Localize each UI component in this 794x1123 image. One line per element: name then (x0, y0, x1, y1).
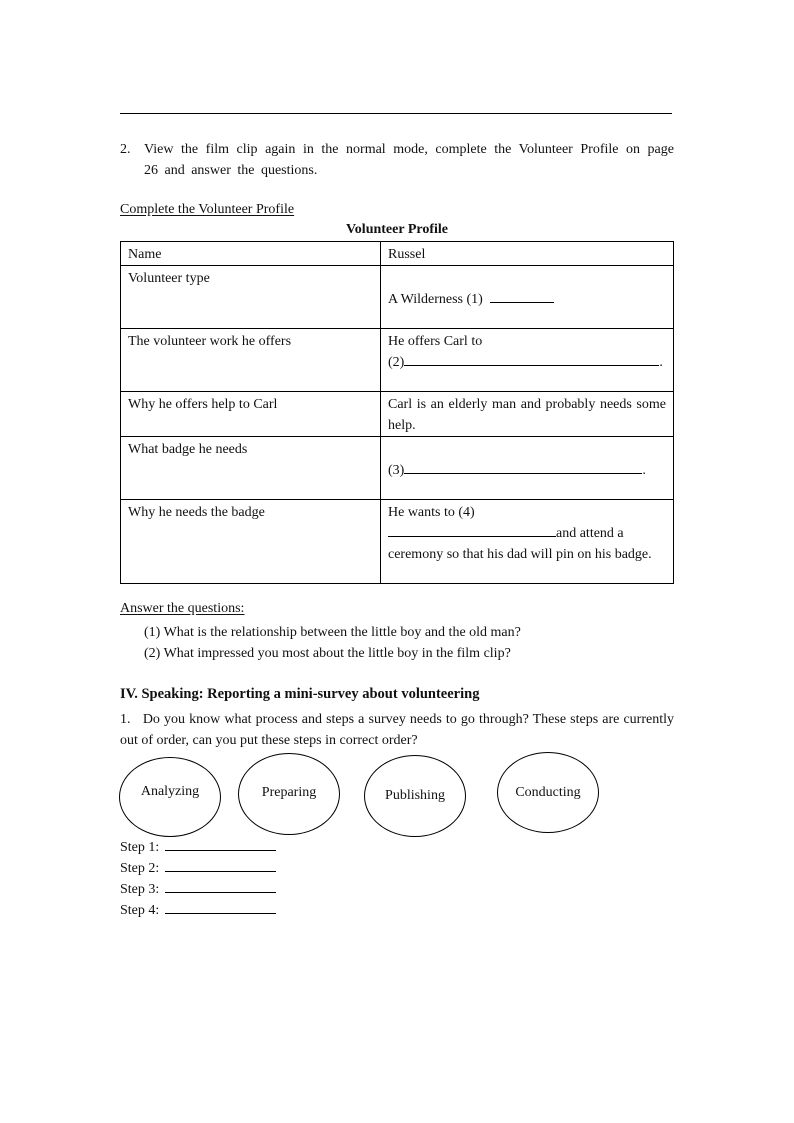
row-value-cell: (3) . (381, 437, 674, 500)
table-row (121, 242, 674, 266)
row-value: He wants to (4) (388, 505, 475, 520)
step-label: Step 2: (120, 861, 160, 876)
list-item: (1) What is the relationship between the little boy and the old man? (144, 625, 521, 640)
row-label: What badge he needs (121, 437, 381, 500)
answer-blank-1[interactable] (490, 289, 554, 303)
step-label: Step 4: (120, 903, 160, 918)
row-label: Volunteer type (121, 266, 381, 329)
section-4-heading: IV. Speaking: Reporting a mini-survey about volunteering (120, 686, 480, 702)
row-label: Why he offers help to Carl (121, 392, 381, 437)
step-blank[interactable] (165, 858, 276, 872)
option-oval-analyzing[interactable] (119, 757, 221, 837)
step-blank[interactable] (165, 879, 276, 893)
answer-blank-2[interactable] (404, 352, 659, 366)
list-item: (2) What impressed you most about the little boy in the film clip? (144, 646, 511, 661)
profile-table-title: Volunteer Profile (345, 222, 448, 237)
option-label: Publishing (385, 788, 445, 803)
step-label: Step 3: (120, 882, 160, 897)
row-label: The volunteer work he offers (121, 329, 381, 392)
steps-list (120, 837, 276, 921)
table-row (121, 266, 674, 329)
answer-blank-4[interactable] (388, 523, 556, 537)
step-row (120, 879, 276, 900)
volunteer-profile-table (120, 241, 674, 584)
table-row (121, 437, 674, 500)
question-2 (120, 139, 674, 181)
question-2-text: View the film clip again in the normal mode, complete the Volunteer Profile on page 26 and answer the questions. (144, 142, 674, 178)
row-value-cell (381, 500, 674, 584)
row-label: Why he needs the badge (121, 500, 381, 584)
row-value: A Wilderness (1) (388, 292, 483, 307)
answer-blank-3[interactable] (404, 460, 642, 474)
row-value-cell (381, 266, 674, 329)
row-value-cell: He offers Carl to (2) . (381, 329, 674, 392)
option-label: Preparing (261, 785, 317, 800)
option-oval-preparing[interactable] (238, 753, 340, 835)
row-value-prefix: (3) (388, 463, 405, 478)
row-value: Russel (381, 242, 674, 266)
row-value-prefix: (2) (388, 355, 405, 370)
profile-label: Complete the Volunteer Profile (120, 202, 295, 217)
answer-questions-label: Answer the questions: (120, 601, 245, 616)
step-row (120, 858, 276, 879)
row-value: He offers Carl to (388, 334, 483, 349)
option-oval-conducting[interactable] (497, 752, 599, 833)
step-blank[interactable] (165, 900, 276, 914)
table-row (121, 500, 674, 584)
step-blank[interactable] (165, 837, 276, 851)
table-row (121, 392, 674, 437)
question-2-number: 2. (120, 142, 131, 157)
step-label: Step 1: (120, 840, 160, 855)
step-row (120, 837, 276, 858)
section-4-question-1: 1. Do you know what process and steps a survey needs to go through? These steps are currently out of order, can you put these steps in correct order? (120, 712, 674, 748)
row-value: Carl is an elderly man and probably needs some help. (381, 392, 674, 437)
table-row (121, 329, 674, 392)
option-oval-publishing[interactable] (364, 755, 466, 837)
row-value-rest: and attend a ceremony so that his dad will pin on his badge. (388, 526, 652, 562)
question-list (144, 622, 521, 664)
row-label: Name (121, 242, 381, 266)
step-row (120, 900, 276, 921)
option-label: Analyzing (140, 784, 200, 799)
header-rule (120, 113, 672, 114)
option-label: Conducting (515, 784, 581, 800)
